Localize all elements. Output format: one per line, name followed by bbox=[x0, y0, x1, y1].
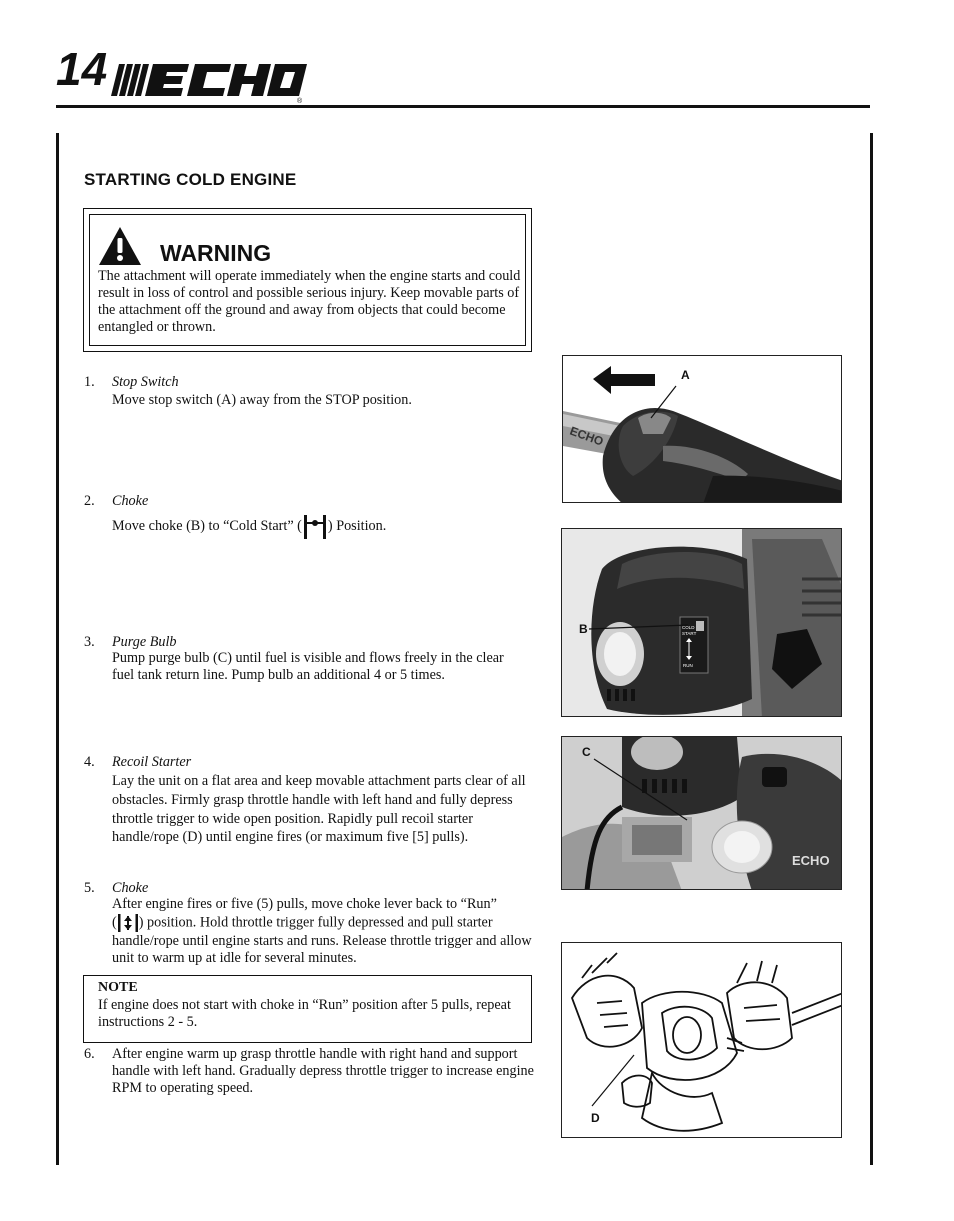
step-4-number: 4. bbox=[84, 754, 95, 770]
step-2-number: 2. bbox=[84, 493, 95, 509]
figure-purge-bulb bbox=[561, 736, 842, 890]
label-d: D bbox=[591, 1111, 600, 1125]
warning-triangle-icon bbox=[98, 226, 142, 266]
header-rule bbox=[56, 105, 870, 108]
right-margin-rule bbox=[870, 133, 873, 1165]
step-2-text-before: Move choke (B) to “Cold Start” ( bbox=[112, 518, 302, 534]
step-5-number: 5. bbox=[84, 880, 95, 896]
svg-text:RUN: RUN bbox=[683, 663, 693, 668]
step-4-text: Lay the unit on a flat area and keep movable attachment parts clear of all obstacles. Firmly grasp throttle handle with left hand and fully depress throttle trigger to wide open position. Rapidly pull recoil starter handle/rope (D) until engine fires (or maximum five [5] pulls). bbox=[112, 773, 526, 846]
svg-text:COLD: COLD bbox=[682, 625, 695, 630]
svg-text:®: ® bbox=[297, 98, 303, 104]
step-5-text-before: ( bbox=[112, 914, 117, 931]
figure-recoil-starter bbox=[561, 942, 842, 1138]
svg-text:START: START bbox=[682, 631, 697, 636]
cold-start-symbol-icon bbox=[302, 513, 328, 541]
step-1-title: Stop Switch bbox=[112, 374, 179, 390]
figure-stop-switch bbox=[562, 355, 842, 503]
label-c: C bbox=[582, 745, 591, 759]
figure-choke bbox=[561, 528, 842, 717]
step-2-text bbox=[112, 510, 532, 542]
step-5-text bbox=[112, 913, 537, 967]
fig3-brand-text: ECHO bbox=[792, 853, 830, 868]
step-5-title: Choke bbox=[112, 880, 149, 896]
stop-switch-illustration bbox=[563, 356, 842, 503]
step-5-text-after: ) position. Hold throttle trigger fully depressed and pull starter handle/rope until engine starts and runs. Release throttle trigger and allow unit to warm up at idle for several minutes. bbox=[112, 914, 532, 966]
step-6-number: 6. bbox=[84, 1046, 95, 1062]
step-3-text: Pump purge bulb (C) until fuel is visible and flows freely in the clear fuel tank return line. Pump bulb an additional 4 or 5 times. bbox=[112, 650, 504, 683]
step-1-number: 1. bbox=[84, 374, 95, 390]
label-a: A bbox=[681, 368, 690, 382]
note-text: If engine does not start with choke in “Run” position after 5 pulls, repeat instructions 2 - 5. bbox=[98, 997, 511, 1030]
step-6-text: After engine warm up grasp throttle handle with right hand and support handle with left hand. Gradually depress throttle trigger to increase engine RPM to operating speed. bbox=[112, 1046, 534, 1096]
step-1-text: Move stop switch (A) away from the STOP position. bbox=[112, 392, 412, 408]
label-b: B bbox=[579, 622, 588, 636]
page-number: 14 bbox=[56, 43, 108, 95]
svg-text:ECHO: ECHO bbox=[567, 423, 606, 449]
step-3-title: Purge Bulb bbox=[112, 634, 177, 650]
note-title: NOTE bbox=[98, 980, 138, 995]
warning-title: WARNING bbox=[160, 240, 272, 266]
step-5-text-line1: After engine fires or five (5) pulls, move choke lever back to “Run” bbox=[112, 896, 497, 912]
step-4-title: Recoil Starter bbox=[112, 754, 192, 770]
choke-illustration bbox=[562, 529, 842, 717]
left-margin-rule bbox=[56, 133, 59, 1165]
purge-bulb-illustration bbox=[562, 737, 842, 890]
step-2-title: Choke bbox=[112, 493, 149, 509]
warning-text: The attachment will operate immediately when the engine starts and could result in loss of control and possible serious injury. Keep movable parts of the attachment off the ground and away from objects that could become entangled or thrown. bbox=[98, 268, 521, 335]
section-title: STARTING COLD ENGINE bbox=[84, 170, 297, 189]
recoil-starter-illustration bbox=[562, 943, 842, 1138]
echo-logo bbox=[111, 56, 307, 104]
step-3-number: 3. bbox=[84, 634, 95, 650]
step-2-text-after: ) Position. bbox=[327, 518, 387, 534]
run-symbol-icon bbox=[117, 913, 139, 933]
